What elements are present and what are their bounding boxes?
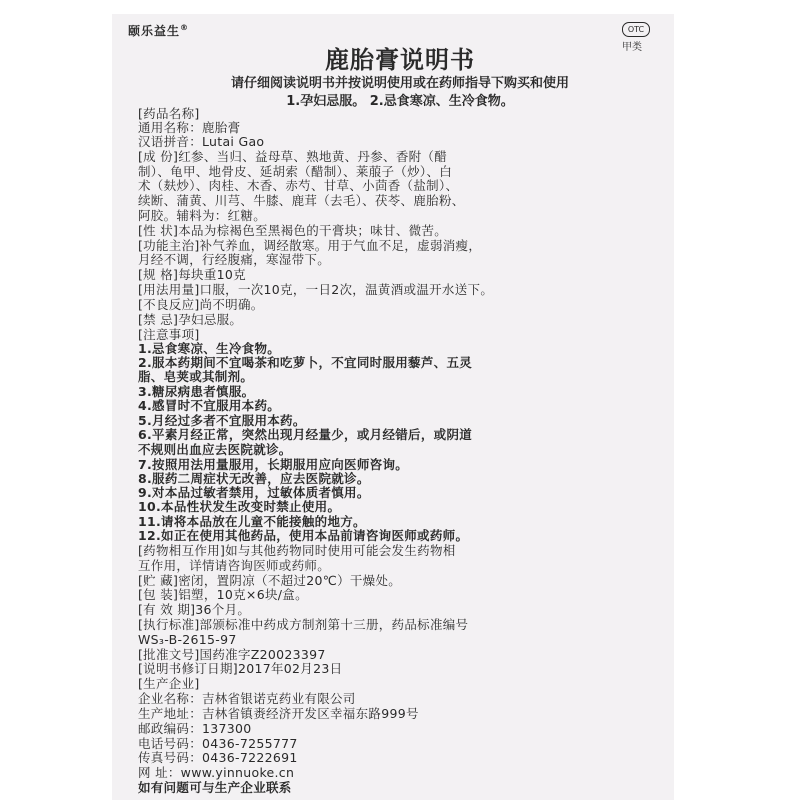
leaflet-line: [有 效 期]36个月。 (138, 602, 251, 617)
document-title: 鹿胎膏说明书 (325, 46, 475, 74)
leaflet-line: 互作用，详情请咨询医师或药师。 (138, 558, 331, 573)
leaflet-line: [用法用量]口服，一次10克，一日2次，温黄酒或温开水送下。 (138, 282, 494, 297)
leaflet-line: 不规则出血应去医院就诊。 (138, 442, 292, 457)
leaflet-line: [批准文号]国药准字Z20023397 (138, 647, 326, 662)
leaflet-line: 8.服药二周症状无改善，应去医院就诊。 (138, 471, 370, 486)
leaflet-line: [注意事项] (138, 327, 200, 342)
leaflet-line: 生产地址：吉林省镇赉经济开发区幸福东路999号 (138, 706, 419, 721)
leaflet-line: 通用名称：鹿胎膏 (138, 120, 241, 135)
leaflet-line: 脂、皂荚或其制剂。 (138, 369, 254, 384)
leaflet-line: 企业名称：吉林省银诺克药业有限公司 (138, 691, 356, 706)
leaflet-line: 月经不调，行经腹痛，寒湿带下。 (138, 252, 331, 267)
leaflet-line: [药物相互作用]如与其他药物同时使用可能会发生药物相 (138, 543, 456, 558)
leaflet-line: [成 份]红参、当归、益母草、熟地黄、丹参、香附（醋 (138, 149, 448, 164)
leaflet-line: 3.糖尿病患者慎服。 (138, 384, 255, 399)
leaflet-line: 11.请将本品放在儿童不能接触的地方。 (138, 514, 366, 529)
leaflet-line: 12.如正在使用其他药品，使用本品前请咨询医师或药师。 (138, 528, 469, 543)
leaflet-line: [禁 忌]孕妇忌服。 (138, 312, 243, 327)
leaflet-line: 阿胶。辅料为：红糖。 (138, 208, 267, 223)
leaflet-line: [包 装]铝塑，10克×6块/盒。 (138, 587, 308, 602)
leaflet-line: 如有问题可与生产企业联系 (138, 780, 292, 795)
leaflet-line: WS₃-B-2615-97 (138, 632, 237, 647)
otc-category: 甲类 (622, 42, 642, 53)
leaflet-line: 汉语拼音：Lutai Gao (138, 134, 265, 149)
leaflet-line: [药品名称] (138, 106, 200, 121)
leaflet-line: 术（麸炒）、肉桂、木香、赤芍、甘草、小茴香（盐制）、 (138, 178, 459, 193)
leaflet-line: [功能主治]补气养血，调经散寒。用于气血不足，虚弱消瘦， (138, 238, 482, 253)
leaflet-line: 传真号码：0436-7222691 (138, 750, 298, 765)
otc-badge: OTC (622, 22, 650, 37)
leaflet-line: 续断、蒲黄、川芎、牛膝、鹿茸（去毛）、茯苓、鹿胎粉、 (138, 193, 465, 208)
leaflet-line: [规 格]每块重10克 (138, 267, 246, 282)
leaflet-line: 2.服本药期间不宜喝茶和吃萝卜，不宜同时服用藜芦、五灵 (138, 355, 473, 370)
leaflet-line: 电话号码：0436-7255777 (138, 736, 298, 751)
leaflet-line: [不良反应]尚不明确。 (138, 297, 264, 312)
leaflet-line: [执行标准]部颁标准中药成方制剂第十三册，药品标准编号 (138, 617, 469, 632)
leaflet-line: 6.平素月经正常，突然出现月经量少，或月经错后，或阴道 (138, 427, 473, 442)
leaflet-line: 10.本品性状发生改变时禁止使用。 (138, 499, 341, 514)
brand-logo-text: 颐乐益生® (128, 23, 190, 38)
leaflet-line: [贮 藏]密闭，置阴凉（不超过20℃）干燥处。 (138, 573, 402, 588)
leaflet-line: 7.按照用法用量服用，长期服用应向医师咨询。 (138, 457, 409, 472)
leaflet-line: 4.感冒时不宜服用本药。 (138, 398, 281, 413)
leaflet-line: 1.忌食寒凉、生冷食物。 (138, 341, 281, 356)
leaflet-line: [生产企业] (138, 676, 200, 691)
warning-line-2: 1.孕妇忌服。 2.忌食寒凉、生冷食物。 (286, 94, 514, 109)
leaflet-line: 制）、龟甲、地骨皮、延胡索（醋制）、莱菔子（炒）、白 (138, 164, 453, 179)
warning-line-1: 请仔细阅读说明书并按说明使用或在药师指导下购买和使用 (230, 76, 569, 91)
leaflet-line: [说明书修订日期]2017年02月23日 (138, 661, 343, 676)
leaflet-line: 邮政编码：137300 (138, 721, 252, 736)
leaflet-line: [性 状]本品为棕褐色至黑褐色的干膏块；味甘、微苦。 (138, 223, 448, 238)
leaflet-line: 9.对本品过敏者禁用，过敏体质者慎用。 (138, 485, 370, 500)
leaflet-line: 网 址：www.yinnuoke.cn (138, 765, 295, 780)
leaflet-line: 5.月经过多者不宜服用本药。 (138, 413, 306, 428)
